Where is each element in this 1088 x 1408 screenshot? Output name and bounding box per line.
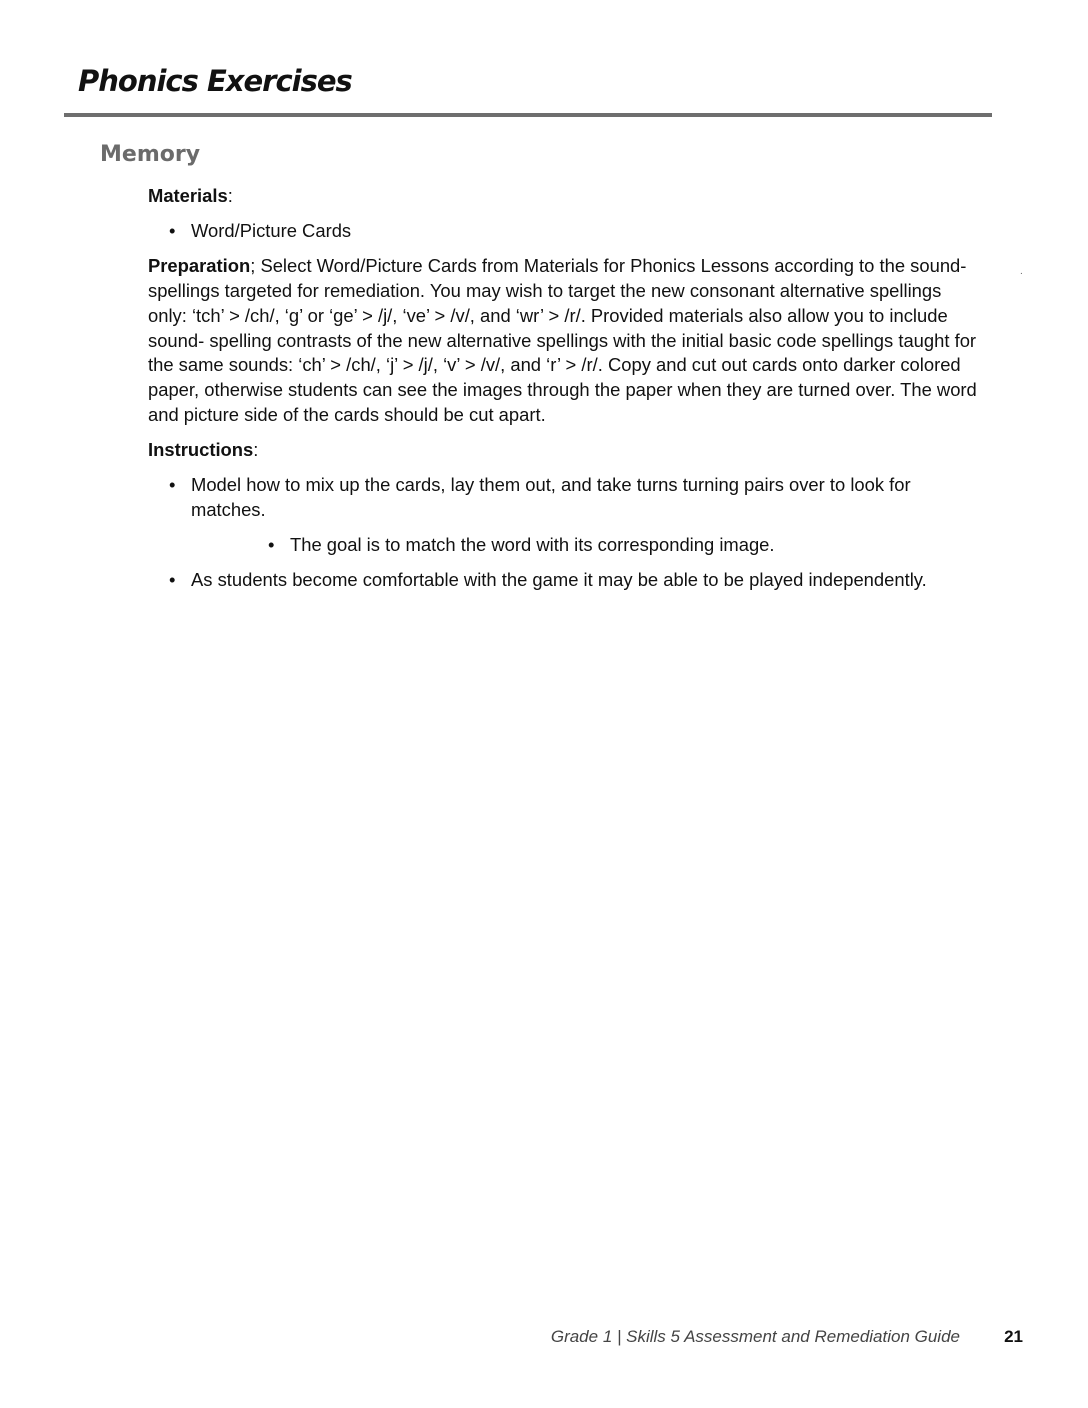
list-item: • Word/Picture Cards [148,219,988,244]
preparation-label: Preparation [148,254,251,276]
instructions-list [148,473,988,593]
materials-heading: Materials: [148,185,233,206]
instructions-label: Instructions [148,439,254,461]
list-item: • As students become comfortable with the game it may be able to be played independently. [148,568,988,593]
preparation-paragraph [148,254,983,428]
title-divider [64,113,992,117]
list-item: • Model how to mix up the cards, lay them out, and take turns turning pairs over to look for matches. [148,473,988,523]
page-footer [0,1327,1088,1351]
preparation-separator: ; [250,254,256,276]
stray-mark: . [1020,266,1023,277]
section-heading: Memory [100,142,201,167]
page-number: 21 [1004,1327,1023,1346]
materials-label: Materials [148,185,228,206]
preparation-text: Select Word/Picture Cards from Materials for Phonics Lessons according to the sound-spellings targeted for remediation. You may wish to target the new consonant alternative spellings only: ‘tch’ > /ch/, ‘g’ or ‘ge’ > /j/, ‘ve’ > /v/, and ‘wr’ > /r/. Provided materials also allow you to include sound- spelling contrasts of the new alternative spellings with the initial basic code spellings taught for the same sounds: ‘ch’ > /ch/, ‘j’ > /j/, ‘v’ > /v/, and ‘r’ > /r/. Copy and cut out cards onto darker colored paper, otherwise students can see the images through the paper when they are turned over. The word and picture side of the cards should be cut apart. [148,254,977,426]
footer-text: Grade 1 | Skills 5 Assessment and Remediation Guide [550,1327,960,1346]
instructions-heading: Instructions: [148,439,259,461]
page-title: Phonics Exercises [78,64,352,98]
materials-list [148,219,988,244]
sub-list-item: • The goal is to match the word with its corresponding image. [148,533,988,558]
exercise-content [148,184,988,603]
